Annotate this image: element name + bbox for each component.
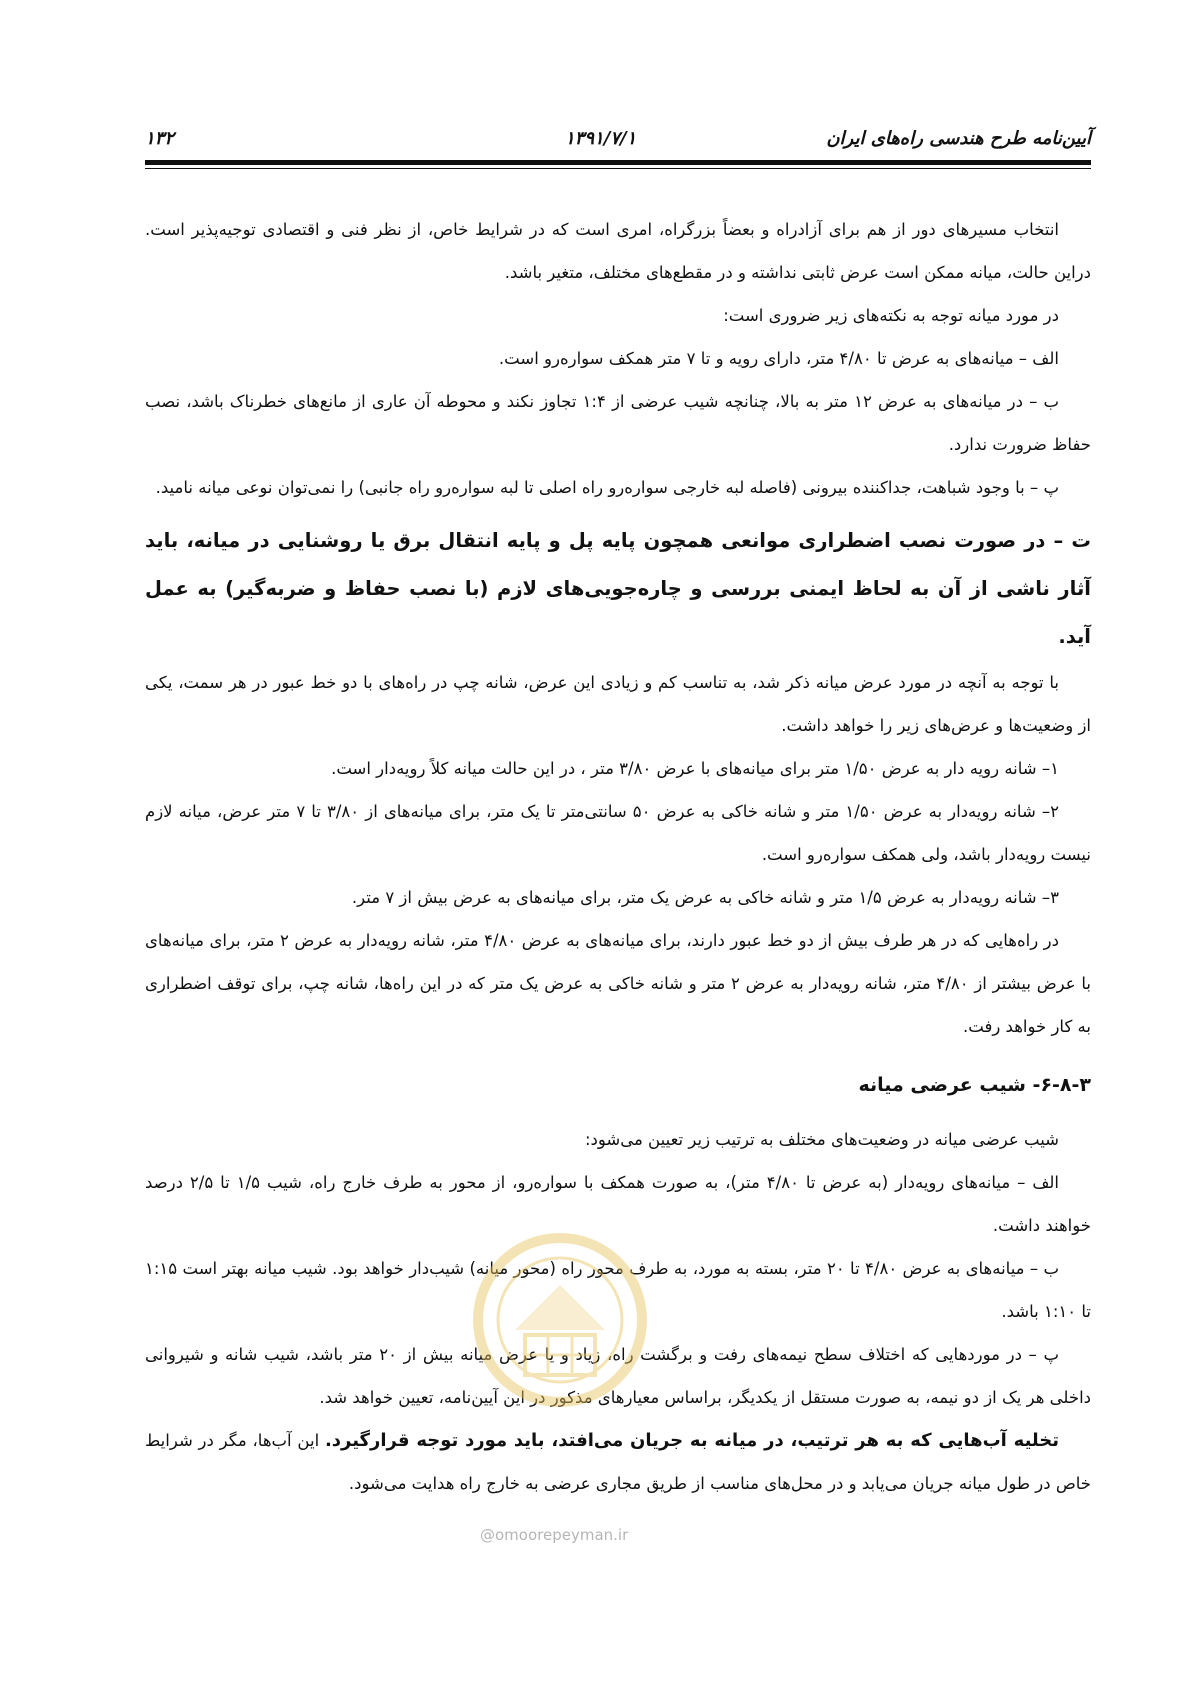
list-item: پ – با وجود شباهت، جداکننده بیرونی (فاصله لبه خارجی سواره‌رو راه اصلی تا لبه سواره‌رو راه جانبی) را نمی‌توان نوعی میانه نامید. xyxy=(155,478,1059,497)
header-rule-thin xyxy=(145,168,1091,169)
bold-lead-text: تخلیه آب‌هایی که به هر ترتیب، در میانه به جریان می‌افتد، باید مورد توجه قرارگیرد. xyxy=(324,1430,1059,1451)
page-number: ۱۳۲ xyxy=(145,128,175,149)
list-item: ۲– شانه رویه‌دار به عرض ۱/۵۰ متر و شانه خاکی به عرض ۵۰ سانتی‌متر تا یک متر، برای میانه‌های از ۳/۸۰ تا ۷ متر عرض، میانه لازم نیست رویه‌دار باشد، ولی همکف سواره‌رو است. xyxy=(145,802,1091,864)
list-item: پ – در موردهایی که اختلاف سطح نیمه‌های رفت و برگشت راه، زیاد و یا عرض میانه بیش از ۲۰ متر باشد، شیب شانه و شیروانی داخلی هر یک از دو نیمه، به صورت مستقل از یکدیگر، براساس معیارهای مذکور در این آیین‌نامه، تعیین خواهد شد. xyxy=(145,1345,1091,1407)
paragraph xyxy=(145,1419,1091,1505)
list-item: ۳– شانه رویه‌دار به عرض ۱/۵ متر و شانه خاکی به عرض یک متر، برای میانه‌های به عرض بیش از ۷ متر. xyxy=(351,888,1059,907)
book-title: آیین‌نامه طرح هندسی راه‌های ایران xyxy=(826,128,1091,149)
revision-date: ۱۳۹۱/۷/۱ xyxy=(565,128,637,149)
list-item: الف – میانه‌های به عرض تا ۴/۸۰ متر، دارای رویه و تا ۷ متر همکف سواره‌رو است. xyxy=(498,349,1059,368)
paragraph: انتخاب مسیرهای دور از هم برای آزادراه و بعضاً بزرگراه، امری است که در شرایط خاص، از نظر فنی و اقتصادی توجیه‌پذیر است. دراین حالت، میانه ممکن است عرض ثابتی نداشته و در مقطع‌های مختلف، متغیر باشد. xyxy=(145,220,1091,282)
watermark-url: @omoorepeyman.ir xyxy=(480,1526,629,1544)
watermark-seal-icon xyxy=(470,1225,650,1425)
paragraph: با توجه به آنچه در مورد عرض میانه ذکر شد، به تناسب کم و زیادی این عرض، شانه چپ در راه‌های با دو خط عبور در هر سمت، یکی از وضعیت‌ها و عرض‌های زیر را خواهد داشت. xyxy=(145,673,1091,735)
list-item: ۱– شانه رویه دار به عرض ۱/۵۰ متر برای میانه‌های با عرض ۳/۸۰ متر ، در این حالت میانه کلاً رویه‌دار است. xyxy=(331,759,1059,778)
list-item: الف – میانه‌های رویه‌دار (به عرض تا ۴/۸۰ متر)، به صورت همکف با سواره‌رو، از محور به طرف خارج راه، شیب ۱/۵ تا ۲/۵ درصد خواهند داشت. xyxy=(145,1173,1091,1235)
paragraph: در مورد میانه توجه به نکته‌های زیر ضروری است: xyxy=(723,306,1059,325)
paragraph: در راه‌هایی که در هر طرف بیش از دو خط عبور دارند، برای میانه‌های به عرض ۴/۸۰ متر، شانه رویه‌دار به عرض ۲ متر، برای میانه‌های با عرض بیشتر از ۴/۸۰ متر، شانه رویه‌دار به عرض ۲ متر و شانه خاکی به عرض یک متر که در این راه‌ها، شانه چپ، برای توقف اضطراری به کار خواهد رفت. xyxy=(145,931,1091,1036)
paragraph-continuation: این آب‌ها، مگر در شرایط خاص در طول میانه جریان می‌یابد و در محل‌های مناسب از طریق مجاری عرضی به خارج راه هدایت می‌شود. xyxy=(145,1431,1091,1493)
list-item: ب – در میانه‌های به عرض ۱۲ متر به بالا، چنانچه شیب عرضی از ۱:۴ تجاوز نکند و محوطه آن عاری از مانع‌های خطرناک باشد، نصب حفاظ ضرورت ندارد. xyxy=(145,392,1091,454)
section-heading: ۶-۸-۳- شیب عرضی میانه xyxy=(858,1074,1091,1096)
list-item: ب – میانه‌های به عرض ۴/۸۰ تا ۲۰ متر، بسته به مورد، به طرف محور راه (محور میانه) شیب‌دار خواهد بود. شیب میانه بهتر است ۱:۱۵ تا ۱:۱۰ باشد. xyxy=(145,1259,1091,1321)
paragraph: شیب عرضی میانه در وضعیت‌های مختلف به ترتیب زیر تعیین می‌شود: xyxy=(584,1130,1059,1149)
header-rule-thick xyxy=(145,160,1091,165)
emphasized-list-item: ت – در صورت نصب اضطراری موانعی همچون پایه پل و پایه انتقال برق یا روشنایی در میانه، باید آثار ناشی از آن به لحاظ ایمنی بررسی و چاره‌جویی‌های لازم (با نصب حفاظ و ضربه‌گیر) به عمل آید. xyxy=(145,529,1091,648)
running-header xyxy=(145,128,1091,158)
